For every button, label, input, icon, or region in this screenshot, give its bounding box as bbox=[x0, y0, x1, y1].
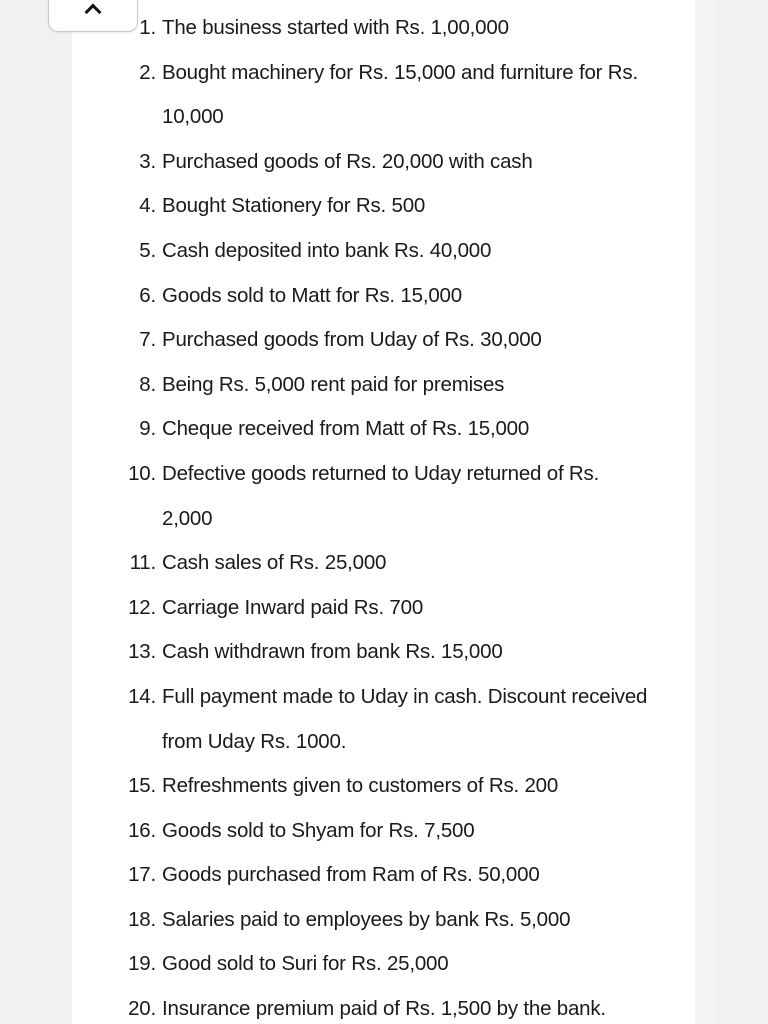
list-item bbox=[0, 586, 672, 631]
list-item bbox=[0, 541, 672, 586]
list-item bbox=[0, 987, 672, 1024]
list-item-number: 18. bbox=[128, 907, 156, 931]
list-item bbox=[0, 452, 672, 541]
list-item-text: Goods purchased from Ram of Rs. 50,000 bbox=[162, 863, 540, 887]
list-item bbox=[0, 942, 672, 987]
list-item bbox=[0, 853, 672, 898]
list-item-text: from Uday Rs. 1000. bbox=[162, 729, 347, 753]
list-item-text: Full payment made to Uday in cash. Discount received bbox=[162, 684, 648, 708]
list-item-number: 19. bbox=[128, 952, 156, 976]
list-item-number: 14. bbox=[128, 684, 156, 708]
list-item bbox=[0, 898, 672, 943]
list-item-number: 13. bbox=[128, 640, 156, 664]
list-item-number: 9. bbox=[139, 417, 156, 441]
list-item bbox=[0, 407, 672, 452]
list-item-text: Cash sales of Rs. 25,000 bbox=[162, 551, 387, 575]
list-item-text: Being Rs. 5,000 rent paid for premises bbox=[162, 372, 505, 396]
list-item-text: Cash deposited into bank Rs. 40,000 bbox=[162, 238, 492, 262]
list-item-number: 1. bbox=[139, 16, 156, 39]
list-item-text: 2,000 bbox=[162, 506, 213, 530]
list-item bbox=[0, 184, 672, 229]
list-item-number: 10. bbox=[128, 461, 156, 485]
list-item bbox=[0, 809, 672, 854]
list-item-text: Bought Stationery for Rs. 500 bbox=[162, 194, 426, 218]
list-item-text: Cash withdrawn from bank Rs. 15,000 bbox=[162, 640, 503, 664]
list-item bbox=[0, 318, 672, 363]
scrollbar-track[interactable] bbox=[695, 0, 717, 1024]
list-item-number: 8. bbox=[139, 372, 156, 396]
list-item bbox=[0, 51, 672, 140]
list-item bbox=[0, 630, 672, 675]
list-item-text: Defective goods returned to Uday returned of Rs. bbox=[162, 461, 600, 485]
list-item bbox=[0, 363, 672, 408]
list-item-text: Insurance premium paid of Rs. 1,500 by the bank. bbox=[162, 997, 606, 1021]
list-item-text: Bought machinery for Rs. 15,000 and furniture for Rs. bbox=[162, 60, 638, 84]
list-item bbox=[0, 675, 672, 764]
list-item-text: The business started with Rs. 1,00,000 bbox=[162, 16, 509, 39]
list-item-number: 20. bbox=[128, 997, 156, 1021]
list-item-text: Carriage Inward paid Rs. 700 bbox=[162, 595, 424, 619]
list-item-text: Refreshments given to customers of Rs. 200 bbox=[162, 774, 559, 798]
list-item-text: Goods sold to Shyam for Rs. 7,500 bbox=[162, 818, 475, 842]
list-item-number: 16. bbox=[128, 818, 156, 842]
list-item-text: Cheque received from Matt of Rs. 15,000 bbox=[162, 417, 530, 441]
list-item-number: 3. bbox=[139, 149, 156, 173]
list-item bbox=[0, 274, 672, 319]
transaction-list bbox=[0, 6, 672, 1024]
list-item-text: Goods sold to Matt for Rs. 15,000 bbox=[162, 283, 462, 307]
list-item bbox=[0, 229, 672, 274]
chevron-up-icon bbox=[85, 4, 102, 21]
list-item-text: Salaries paid to employees by bank Rs. 5,000 bbox=[162, 907, 571, 931]
list-item-text: Good sold to Suri for Rs. 25,000 bbox=[162, 952, 449, 976]
list-item bbox=[0, 140, 672, 185]
list-item-number: 15. bbox=[128, 774, 156, 798]
list-item-text: 10,000 bbox=[162, 105, 224, 129]
list-item-number: 12. bbox=[128, 595, 156, 619]
collapse-button[interactable] bbox=[48, 0, 138, 32]
list-item-number: 4. bbox=[139, 194, 156, 218]
list-item bbox=[0, 764, 672, 809]
list-item-text: Purchased goods from Uday of Rs. 30,000 bbox=[162, 328, 542, 352]
list-item-text: Purchased goods of Rs. 20,000 with cash bbox=[162, 149, 533, 173]
list-item-number: 2. bbox=[139, 60, 156, 84]
list-item-number: 17. bbox=[128, 863, 156, 887]
list-item-number: 7. bbox=[139, 328, 156, 352]
list-item-number: 6. bbox=[139, 283, 156, 307]
list-item-number: 11. bbox=[129, 551, 156, 575]
list-item-number: 5. bbox=[139, 238, 156, 262]
